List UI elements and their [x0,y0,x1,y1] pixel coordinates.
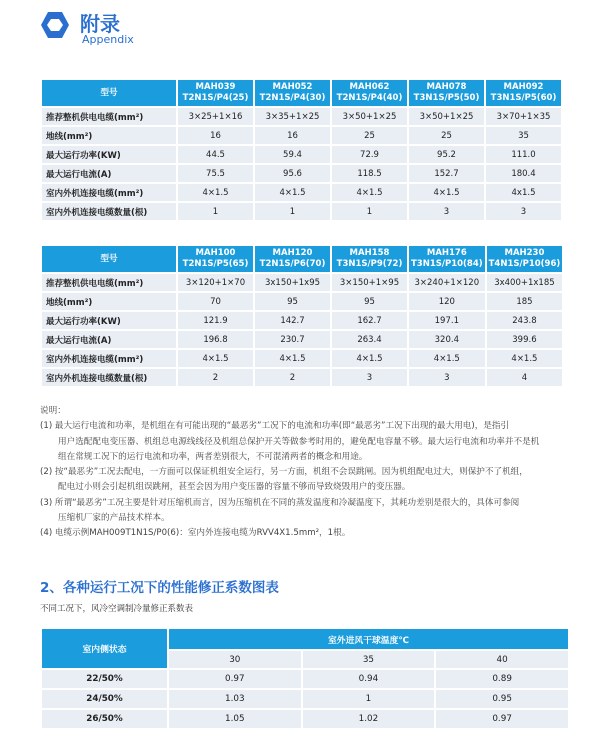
cell-value: 230.7 [255,331,330,348]
row-label: 地线(mm²) [42,293,176,310]
cell-value: 1.03 [169,690,301,708]
cell-value: 3×120+1×70 [178,274,253,291]
cell-value: 4 [487,369,563,386]
cell-value: 0.89 [436,670,568,688]
model-header [409,80,484,106]
cell-value: 1 [332,203,407,220]
model-header [178,80,253,106]
table-row [42,165,561,182]
table-row [42,184,561,201]
cell-value: 3x400+1x185 [487,274,563,291]
cell-value: 3×35+1×25 [255,108,330,125]
table-row [42,108,561,125]
cell-value: 4×1.5 [255,184,330,201]
model-suffix: T4N1S/P10(96) [488,259,561,269]
cell-value: 2 [255,369,330,386]
note-line: 用户选配配电变压器、机组总电源线线径及机组总保护开关等做参考时用的，避免配电容量不够。最大运行电流和功率并不是机 [58,436,540,447]
cell-value: 121.9 [178,312,253,329]
model-header [487,246,563,272]
row-label: 室内外机连接电缆(mm²) [42,184,176,201]
cell-value: 95 [255,293,330,310]
table-row [42,274,562,291]
model-code: MAH120 [272,248,313,258]
model-code: MAH176 [426,248,467,258]
table-header-row [42,246,562,272]
model-suffix: T2N1S/P4(25) [182,93,249,103]
model-code: MAH039 [195,82,236,92]
page-subtitle: Appendix [82,33,134,46]
table-row [42,690,568,708]
note-line: 配电过小则会引起机组误跳闸，甚至会因为用户变压器的容量不够而导致烧毁用户的变压器。 [58,482,411,493]
model-suffix: T2N1S/P4(30) [259,93,326,103]
row-label: 最大运行电流(A) [42,165,176,182]
cell-value: 4×1.5 [178,184,253,201]
row-label: 推荐整机供电电缆(mm²) [42,108,176,125]
note-line: (2) 按“最恶劣”工况去配电，一方面可以保证机组安全运行，另一方面，机组不会误跳闸。因为机组配电过大，则保护不了机组， [40,467,528,478]
model-header [332,246,407,272]
cell-value: 16 [255,127,330,144]
cell-value: 4×1.5 [332,350,407,367]
model-header [255,246,330,272]
row-label: 室内外机连接电缆数量(根) [42,203,176,220]
row-label: 24/50% [42,690,167,708]
spec-table-1 [40,78,563,222]
cell-value: 44.5 [178,146,253,163]
spec-table-2 [40,244,564,388]
note-line: (1) 最大运行电流和功率，是机组在有可能出现的“最恶劣”工况下的电流和功率(即“最恶劣”工况下出现的最大用电)，是指引 [40,421,510,432]
table-header-row [42,80,561,106]
section-title: 2、各种运行工况下的性能修正系数图表 [40,580,279,596]
table-row [42,350,562,367]
table-row [42,710,568,728]
cell-value: 3×240+1×120 [409,274,485,291]
note-line: (3) 所谓“最恶劣”工况主要是针对压缩机而言，因为压缩机在不同的蒸发温度和冷凝温度下，其耗功差别是很大的，具体可参阅 [40,497,520,508]
model-code: MAH092 [503,82,544,92]
temp-header: 35 [303,651,435,668]
cell-value: 320.4 [409,331,485,348]
cell-value: 1.05 [169,710,301,728]
model-code: MAH158 [349,248,390,258]
cell-value: 118.5 [332,165,407,182]
model-code: MAH100 [195,248,236,258]
model-suffix: T2N1S/P6(70) [259,259,326,269]
model-suffix: T2N1S/P4(40) [336,93,403,103]
cell-value: 3x150+1x95 [255,274,330,291]
cell-value: 152.7 [409,165,484,182]
cell-value: 162.7 [332,312,407,329]
cell-value: 95.6 [255,165,330,182]
model-code: MAH230 [504,248,545,258]
cell-value: 75.5 [178,165,253,182]
model-code: MAH052 [272,82,313,92]
indoor-state-header: 室内侧状态 [42,629,167,668]
cell-value: 1 [255,203,330,220]
cell-value: 3 [486,203,561,220]
row-label: 室内外机连接电缆(mm²) [42,350,176,367]
cell-value: 3×150+1×95 [332,274,407,291]
cell-value: 25 [409,127,484,144]
model-header [255,80,330,106]
row-label: 推荐整机供电电缆(mm²) [42,274,176,291]
model-header-cell: 型号 [42,80,176,106]
table-row [42,293,562,310]
cell-value: 4×1.5 [409,184,484,201]
cell-value: 243.8 [487,312,563,329]
model-header [409,246,485,272]
cell-value: 4×1.5 [332,184,407,201]
cell-value: 0.97 [169,670,301,688]
model-suffix: T3N1S/P9(72) [336,259,403,269]
cell-value: 0.94 [303,670,435,688]
cell-value: 180.4 [486,165,561,182]
cell-value: 185 [487,293,563,310]
cell-value: 16 [178,127,253,144]
table-row [42,127,561,144]
model-header [178,246,253,272]
cell-value: 3 [332,369,407,386]
cell-value: 72.9 [332,146,407,163]
temp-header: 40 [436,651,568,668]
cell-value: 4×1.5 [255,350,330,367]
notes-heading: 说明： [40,406,66,416]
model-suffix: T3N1S/P5(60) [490,93,557,103]
cell-value: 1.02 [303,710,435,728]
table-row [42,203,561,220]
cell-value: 399.6 [487,331,563,348]
table-header-row [42,629,568,649]
row-label: 22/50% [42,670,167,688]
cell-value: 95.2 [409,146,484,163]
table-row [42,369,562,386]
cell-value: 196.8 [178,331,253,348]
hexagon-logo-icon [40,10,70,40]
cell-value: 4×1.5 [178,350,253,367]
model-header [332,80,407,106]
cell-value: 4×1.5 [487,350,563,367]
outdoor-temp-header: 室外进风干球温度℃ [169,629,568,649]
row-label: 室内外机连接电缆数量(根) [42,369,176,386]
temp-header: 30 [169,651,301,668]
note-line: 压缩机厂家的产品技术样本。 [58,513,170,524]
cell-value: 120 [409,293,485,310]
table-row [42,312,562,329]
page-header [40,8,560,46]
cell-value: 1 [178,203,253,220]
model-header [486,80,561,106]
cell-value: 4x1.5 [486,184,561,201]
row-label: 最大运行功率(KW) [42,312,176,329]
cell-value: 1 [303,690,435,708]
model-code: MAH078 [426,82,467,92]
model-suffix: T2N1S/P5(65) [182,259,249,269]
cell-value: 0.97 [436,710,568,728]
note-line: (4) 电缆示例MAH009T1N1S/P0(6)：室内外连接电缆为RVV4X1.5mm²，1根。 [40,528,351,539]
model-suffix: T3N1S/P5(50) [413,93,480,103]
cell-value: 70 [178,293,253,310]
model-suffix: T3N1S/P10(84) [411,259,483,269]
table-row [42,670,568,688]
cell-value: 4×1.5 [409,350,485,367]
cell-value: 111.0 [486,146,561,163]
cell-value: 3×70+1×35 [486,108,561,125]
row-label: 26/50% [42,710,167,728]
section-subtitle: 不同工况下，风冷空调制冷量修正系数表 [40,604,194,614]
row-label: 最大运行功率(KW) [42,146,176,163]
model-header-cell: 型号 [42,246,176,272]
row-label: 最大运行电流(A) [42,331,176,348]
cell-value: 263.4 [332,331,407,348]
note-line: 组在常规工况下的运行电流和功率，两者差别很大，不可混淆两者的概念和用途。 [58,451,368,462]
cell-value: 197.1 [409,312,485,329]
cell-value: 3×25+1×16 [178,108,253,125]
cell-value: 2 [178,369,253,386]
table-row [42,331,562,348]
cell-value: 3×50+1×25 [332,108,407,125]
cell-value: 3×50+1×25 [409,108,484,125]
cell-value: 59.4 [255,146,330,163]
row-label: 地线(mm²) [42,127,176,144]
notes-section [40,404,568,542]
cell-value: 25 [332,127,407,144]
table-row [42,146,561,163]
cell-value: 95 [332,293,407,310]
cell-value: 3 [409,369,485,386]
correction-table [40,627,570,730]
cell-value: 35 [486,127,561,144]
page-title: 附录 [80,12,120,36]
cell-value: 0.95 [436,690,568,708]
model-code: MAH062 [349,82,390,92]
cell-value: 142.7 [255,312,330,329]
cell-value: 3 [409,203,484,220]
